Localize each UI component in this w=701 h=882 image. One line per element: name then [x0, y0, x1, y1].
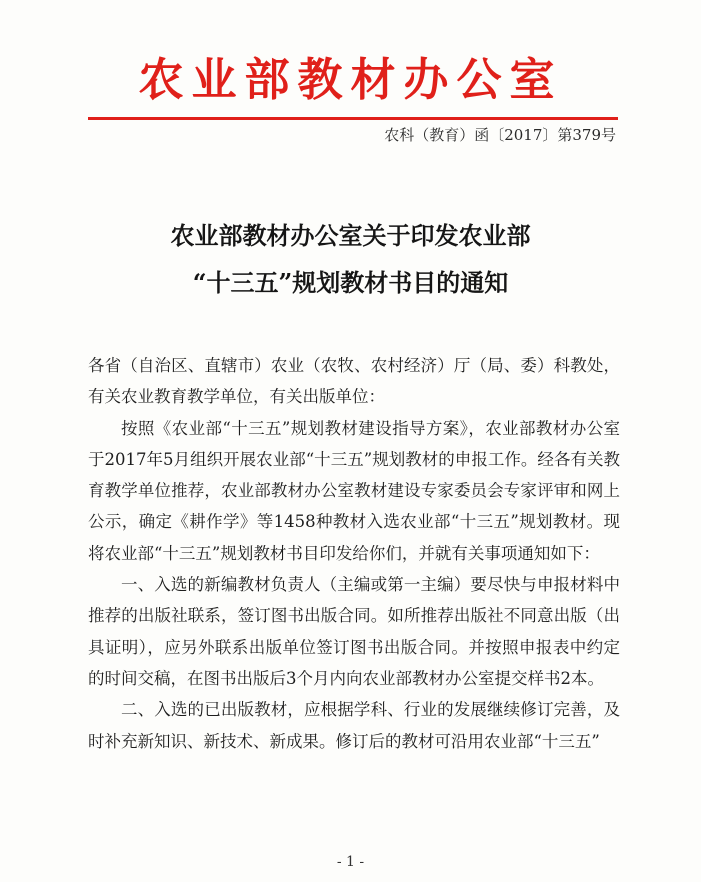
- document-title-line-1: 农业部教材办公室关于印发农业部: [170, 221, 531, 250]
- body-paragraph-1: 按照《农业部“十三五”规划教材建设指导方案》，农业部教材办公室于2017年5月组织开展农业部“十三五”规划教材的申报工作。经各有关教育教学单位推荐，农业部教材办公室教材建设专家委员会专家评审和网上公示，确定《耕作学》等1458种教材入选农业部“十三五”规划教材。现将农业部“十三五”规划教材书目印发给你们，并就有关事项通知如下：: [88, 418, 620, 563]
- page-number: - 1 -: [336, 854, 365, 870]
- body-paragraph-3: 二、入选的已出版教材，应根据学科、行业的发展继续修订完善，及时补充新知识、新技术、新成果。修订后的教材可沿用农业部“十三五”: [88, 700, 620, 751]
- document-number: 农科（教育）函〔2017〕第379号: [384, 126, 616, 144]
- document-title-line-2: “十三五”规划教材书目的通知: [192, 268, 509, 297]
- letterhead-organization: 农业部教材办公室: [138, 53, 563, 106]
- document-body: [88, 350, 620, 757]
- body-paragraph-2: 一、入选的新编教材负责人（主编或第一主编）要尽快与申报材料中推荐的出版社联系，签订图书出版合同。如所推荐出版社不同意出版（出具证明），应另外联系出版单位签订图书出版合同。并按照申报表中约定的时间交稿，在图书出版后3个月内向农业部教材办公室提交样书2本。: [88, 575, 620, 688]
- addressee: 各省（自治区、直辖市）农业（农牧、农村经济）厅（局、委）科教处，有关农业教育教学单位，有关出版单位：: [88, 356, 620, 407]
- letterhead-red-rule: [88, 117, 618, 120]
